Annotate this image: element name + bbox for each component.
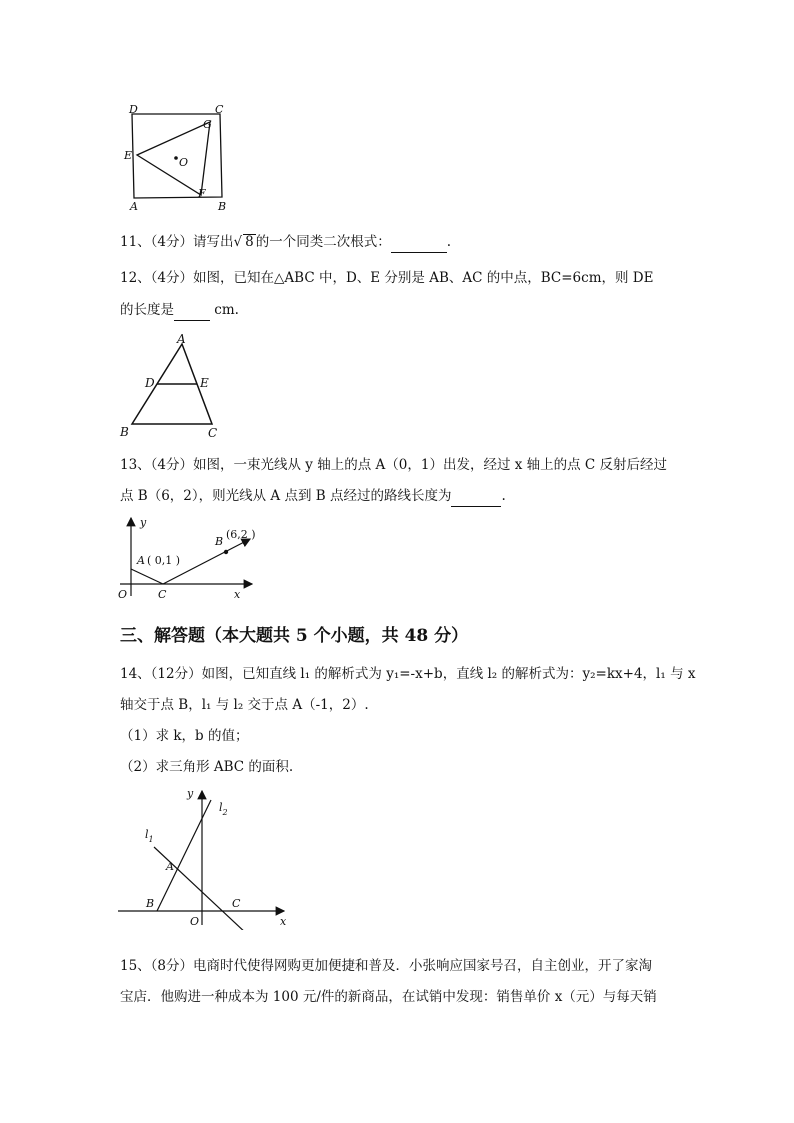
question-15-line1: 15、（8分）电商时代使得网购更加便捷和普及．小张响应国家号召，自主创业，开了家淘 xyxy=(120,958,653,974)
label-l2-main: l xyxy=(219,801,223,814)
label-a: A xyxy=(166,860,174,873)
light-reflection-figure xyxy=(112,512,272,604)
square-figure xyxy=(118,100,238,215)
label-c: C xyxy=(208,426,218,440)
label-c: C xyxy=(215,103,224,116)
label-o: O xyxy=(179,156,189,169)
q13-answer-blank[interactable] xyxy=(451,486,501,507)
label-o: O xyxy=(190,915,200,928)
label-g: G xyxy=(203,118,212,131)
label-a: A xyxy=(130,200,138,213)
label-o: O xyxy=(118,588,128,601)
question-12-line1: 12、（4分）如图，已知在△ABC 中，D、E 分别是 AB、AC 的中点，BC=6cm，则 DE xyxy=(120,270,654,286)
label-l1 xyxy=(145,828,154,844)
label-e: E xyxy=(200,376,209,390)
label-f: F xyxy=(198,187,206,200)
question-15-line2: 宝店．他购进一种成本为 100 元/件的新商品，在试销中发现：销售单价 x（元）与每天销 xyxy=(120,989,657,1005)
label-b: B xyxy=(146,897,155,910)
q12-line2-suffix: cm. xyxy=(210,302,239,318)
label-x: x xyxy=(234,588,241,601)
q12-line2-prefix: 的长度是 xyxy=(120,302,174,318)
label-a: A xyxy=(177,332,186,346)
label-a: A xyxy=(137,554,145,567)
question-13-line2 xyxy=(120,486,506,507)
label-l2-sub: 2 xyxy=(222,808,228,817)
sqrt-sign: √ xyxy=(233,234,243,250)
q11-prefix: 11、（4分）请写出 xyxy=(120,234,234,250)
q13-line2-suffix: . xyxy=(501,488,506,504)
label-y: y xyxy=(140,516,147,529)
q11-suffix: 的一个同类二次根式： xyxy=(255,234,391,250)
q12-answer-blank[interactable] xyxy=(174,300,210,321)
label-d: D xyxy=(129,103,138,116)
triangle-efg xyxy=(137,122,210,195)
label-d: D xyxy=(145,376,155,390)
triangle-figure xyxy=(115,330,225,442)
line-l2 xyxy=(157,800,211,911)
label-b: B xyxy=(215,535,224,548)
point-b xyxy=(224,550,228,554)
label-x: x xyxy=(280,915,287,928)
label-l1-sub: 1 xyxy=(148,835,154,844)
label-l1-main: l xyxy=(145,828,149,841)
q11-answer-blank[interactable] xyxy=(391,232,447,253)
q11-end: . xyxy=(446,234,452,250)
question-12-line2 xyxy=(120,300,239,321)
question-14-part2: （2）求三角形 ABC 的面积. xyxy=(120,759,294,775)
label-c: C xyxy=(158,588,167,601)
label-c: C xyxy=(232,897,241,910)
section-3-title: 三、解答题（本大题共 5 个小题，共 48 分） xyxy=(120,626,469,646)
label-a-coord: ( 0,1 ) xyxy=(147,554,181,567)
label-b: B xyxy=(120,425,129,439)
q13-line2-prefix: 点 B（6，2），则光线从 A 点到 B 点经过的路线长度为 xyxy=(120,488,452,504)
label-b-coord: (6,2 ) xyxy=(226,528,256,541)
question-11 xyxy=(120,232,451,253)
label-y: y xyxy=(187,787,194,800)
q11-radicand: 8 xyxy=(245,234,254,250)
two-lines-figure xyxy=(112,785,292,930)
label-l2 xyxy=(219,801,228,817)
question-14-line1: 14、（12分）如图，已知直线 l₁ 的解析式为 y₁=-x+b，直线 l₂ 的解析式为：y₂=kx+4，l₁ 与 x xyxy=(120,666,696,682)
incident-ray xyxy=(131,569,163,584)
question-13-line1: 13、（4分）如图，一束光线从 y 轴上的点 A（0，1）出发，经过 x 轴上的点 C 反射后经过 xyxy=(120,457,668,473)
label-b: B xyxy=(218,200,227,213)
label-e: E xyxy=(124,149,133,162)
question-14-part1: （1）求 k，b 的值； xyxy=(120,728,249,744)
point-o xyxy=(174,156,178,160)
question-14-line2: 轴交于点 B，l₁ 与 l₂ 交于点 A（-1，2）. xyxy=(120,697,369,713)
